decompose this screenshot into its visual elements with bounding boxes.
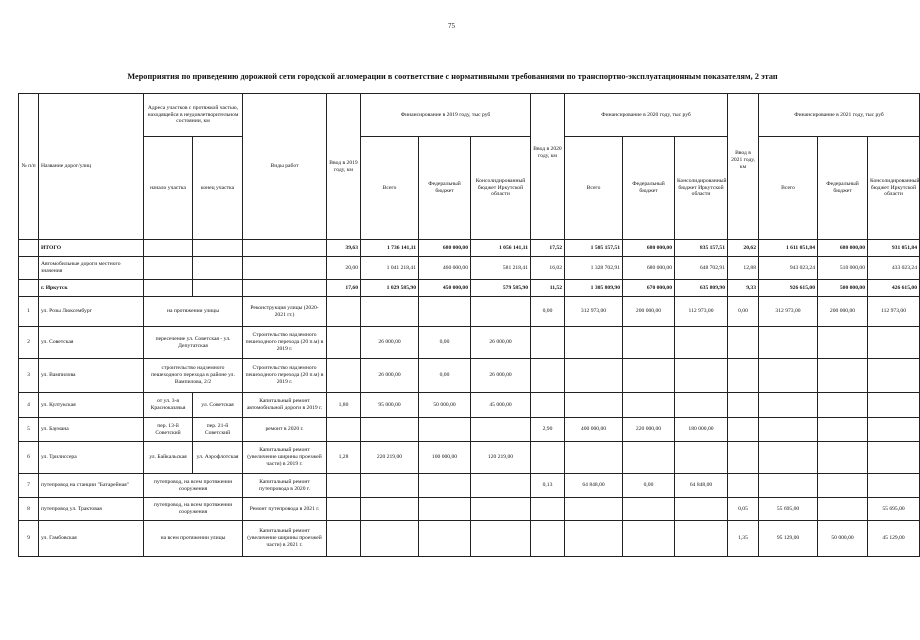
row-address: строительство надземного пешеходного перехода в районе ул. Вампилова, 2/2	[144, 359, 243, 393]
row-cell	[565, 521, 623, 557]
row-number: 1	[19, 297, 39, 327]
row-address: путепровод, на всем протяжении сооружения	[144, 498, 243, 521]
row-cell: 45 000,00	[471, 393, 531, 418]
city-cell: 1 305 809,90	[565, 280, 623, 297]
row-number: 7	[19, 474, 39, 498]
row-address: на протяжении улицы	[144, 297, 243, 327]
row-cell: 64 848,00	[565, 474, 623, 498]
header-intro-2020: Ввод в 2020 году, км	[531, 94, 565, 240]
row-cell	[531, 393, 565, 418]
city-cell: 670 000,00	[623, 280, 675, 297]
row-cell: 200 000,00	[623, 297, 675, 327]
row-cell	[623, 521, 675, 557]
row-cell	[759, 327, 818, 359]
header-2020-total: Всего	[565, 137, 623, 240]
row-cell	[361, 297, 419, 327]
total-cell: 835 157,51	[675, 240, 728, 257]
row-cell: 0,00	[531, 297, 565, 327]
row-cell	[327, 498, 361, 521]
row-cell	[818, 393, 868, 418]
header-2019-consol: Консолидированный бюджет Иркутской области	[471, 137, 531, 240]
header-row-2	[19, 137, 920, 240]
row-works: Ремонт путепровода в 2021 г.	[243, 498, 327, 521]
subtotal-row	[19, 257, 920, 280]
roads-table	[18, 93, 920, 557]
row-works: ремонт в 2020 г.	[243, 418, 327, 442]
row-road: ул. Култукская	[39, 393, 144, 418]
subtotal-cell: 460 000,00	[419, 257, 471, 280]
row-cell	[728, 393, 759, 418]
row-cell	[675, 498, 728, 521]
header-intro-2021: Ввод в 2021 году, км	[728, 94, 759, 240]
total-cell: 1 056 141,11	[471, 240, 531, 257]
row-cell	[419, 521, 471, 557]
row-cell: 0,00	[623, 474, 675, 498]
row-cell	[361, 498, 419, 521]
header-start: начало участка	[144, 137, 193, 240]
total-cell: 680 000,00	[623, 240, 675, 257]
row-cell: 2,90	[531, 418, 565, 442]
subtotal-cell: 20,00	[327, 257, 361, 280]
row-cell: 26 000,00	[471, 359, 531, 393]
row-cell: 55 695,00	[868, 498, 920, 521]
row-cell	[565, 327, 623, 359]
row-road: ул. Трилиссера	[39, 442, 144, 474]
row-cell	[675, 327, 728, 359]
row-address: на всем протяжении улицы	[144, 521, 243, 557]
row-cell	[728, 359, 759, 393]
row-cell	[759, 393, 818, 418]
row-cell: 1,80	[327, 393, 361, 418]
table-row	[19, 297, 920, 327]
row-number: 9	[19, 521, 39, 557]
row-cell	[818, 498, 868, 521]
row-cell: 26 000,00	[361, 327, 419, 359]
row-start: от ул. 3-я Красноказачья	[144, 393, 193, 418]
subtotal-cell: 1 328 702,91	[565, 257, 623, 280]
row-cell	[728, 474, 759, 498]
row-cell: 0,00	[728, 297, 759, 327]
table-row	[19, 474, 920, 498]
total-label: ИТОГО	[39, 240, 144, 257]
city-label: г. Иркутск	[39, 280, 144, 297]
row-cell: 0,05	[728, 498, 759, 521]
row-cell: 200 000,00	[818, 297, 868, 327]
table-row	[19, 498, 920, 521]
row-cell	[868, 359, 920, 393]
row-cell: 50 000,00	[419, 393, 471, 418]
row-cell: 180 000,00	[675, 418, 728, 442]
row-cell: 0,00	[419, 327, 471, 359]
city-cell: 926 615,00	[759, 280, 818, 297]
row-number: 2	[19, 327, 39, 359]
row-start: ул. Байкальская	[144, 442, 193, 474]
row-cell	[471, 521, 531, 557]
city-cell: 9,33	[728, 280, 759, 297]
row-cell	[471, 297, 531, 327]
total-cell: 1 611 051,84	[759, 240, 818, 257]
row-number: 3	[19, 359, 39, 393]
row-cell	[531, 521, 565, 557]
row-cell	[623, 442, 675, 474]
row-cell	[818, 442, 868, 474]
table-row	[19, 418, 920, 442]
row-cell	[419, 297, 471, 327]
row-cell	[327, 418, 361, 442]
subtotal-cell: 943 023,24	[759, 257, 818, 280]
row-cell	[419, 474, 471, 498]
header-2021-federal: Федеральный бюджет	[818, 137, 868, 240]
header-2020-consol: Консолидированный бюджет Иркутской области	[675, 137, 728, 240]
row-cell	[327, 474, 361, 498]
row-cell	[623, 327, 675, 359]
table-row	[19, 327, 920, 359]
row-cell: 112 973,00	[675, 297, 728, 327]
row-address: путепровод, на всем протяжении сооружения	[144, 474, 243, 498]
header-row-1	[19, 94, 920, 137]
row-cell: 95 129,00	[759, 521, 818, 557]
header-num: № п/п	[19, 94, 39, 240]
row-cell	[361, 474, 419, 498]
row-cell: 120 219,00	[471, 442, 531, 474]
total-cell: 17,52	[531, 240, 565, 257]
total-row	[19, 240, 920, 257]
row-cell: 55 695,00	[759, 498, 818, 521]
row-cell	[531, 498, 565, 521]
row-road: путепровод на станции "Батарейная"	[39, 474, 144, 498]
header-2021-consol: Консолидированный бюджет Иркутской области	[868, 137, 920, 240]
row-cell	[565, 393, 623, 418]
row-cell	[565, 359, 623, 393]
header-2020-federal: Федеральный бюджет	[623, 137, 675, 240]
row-end: пер. 21-й Советский	[193, 418, 243, 442]
row-cell	[728, 327, 759, 359]
header-fin-2021: Финансирование в 2021 году, тыс руб	[759, 94, 920, 137]
row-cell	[759, 442, 818, 474]
subtotal-cell: 433 023,24	[868, 257, 920, 280]
row-cell	[818, 474, 868, 498]
row-address: пересечение ул. Советская - ул. Депутатская	[144, 327, 243, 359]
row-cell	[675, 359, 728, 393]
row-works: Строительство надземного пешеходного перехода (20 п.м) в 2019 г.	[243, 359, 327, 393]
row-cell	[623, 393, 675, 418]
subtotal-cell: 680 000,00	[623, 257, 675, 280]
row-cell	[868, 393, 920, 418]
row-cell	[818, 327, 868, 359]
row-cell: 45 129,00	[868, 521, 920, 557]
row-cell	[675, 442, 728, 474]
row-cell	[675, 521, 728, 557]
row-cell	[419, 498, 471, 521]
header-2019-federal: Федеральный бюджет	[419, 137, 471, 240]
row-cell	[868, 474, 920, 498]
city-row	[19, 280, 920, 297]
row-cell	[531, 442, 565, 474]
subtotal-cell: 16,02	[531, 257, 565, 280]
total-cell: 931 051,84	[868, 240, 920, 257]
row-cell: 95 000,00	[361, 393, 419, 418]
row-cell: 64 848,00	[675, 474, 728, 498]
subtotal-cell: 12,88	[728, 257, 759, 280]
table-row	[19, 521, 920, 557]
row-cell: 0,00	[419, 359, 471, 393]
row-cell	[327, 297, 361, 327]
city-cell: 11,52	[531, 280, 565, 297]
city-cell: 579 585,90	[471, 280, 531, 297]
subtotal-cell: 581 218,41	[471, 257, 531, 280]
total-cell: 680 000,00	[419, 240, 471, 257]
header-address-group: Адреса участков с протяжкой частью, находящейся в неудовлетворительном состоянии, км	[144, 94, 243, 137]
row-cell	[623, 498, 675, 521]
row-works: Реконструкция улицы (2020-2021 гг.)	[243, 297, 327, 327]
row-end: ул. Советская	[193, 393, 243, 418]
row-cell	[361, 521, 419, 557]
row-cell	[728, 442, 759, 474]
row-works: Капитальный ремонт (увеличение ширины проезжей части) в 2021 г.	[243, 521, 327, 557]
row-cell	[759, 474, 818, 498]
row-cell	[471, 498, 531, 521]
row-cell	[728, 418, 759, 442]
row-works: Строительство надземного пешеходного перехода (20 п.м) в 2019 г.	[243, 327, 327, 359]
row-cell	[361, 418, 419, 442]
row-works: Капитальный ремонт путепровода в 2020 г.	[243, 474, 327, 498]
row-cell: 50 000,00	[818, 521, 868, 557]
row-cell	[868, 418, 920, 442]
row-cell	[327, 327, 361, 359]
row-cell: 1,28	[327, 442, 361, 474]
row-cell	[565, 498, 623, 521]
row-cell	[471, 418, 531, 442]
row-cell	[818, 418, 868, 442]
row-cell: 400 000,00	[565, 418, 623, 442]
row-number: 4	[19, 393, 39, 418]
row-start: пер. 13-й Советский	[144, 418, 193, 442]
row-road: ул. Советская	[39, 327, 144, 359]
row-cell: 0,13	[531, 474, 565, 498]
header-2021-total: Всего	[759, 137, 818, 240]
row-cell	[868, 442, 920, 474]
city-cell: 1 029 585,90	[361, 280, 419, 297]
row-cell: 220 219,00	[361, 442, 419, 474]
row-works: Капитальный ремонт (увеличение ширины проезжей части) в 2019 г.	[243, 442, 327, 474]
row-cell: 26 000,00	[361, 359, 419, 393]
row-cell: 1,35	[728, 521, 759, 557]
subtotal-cell: 1 041 218,41	[361, 257, 419, 280]
row-cell	[471, 474, 531, 498]
row-road: ул. Баумана	[39, 418, 144, 442]
city-cell: 17,60	[327, 280, 361, 297]
row-cell	[868, 327, 920, 359]
row-cell	[818, 359, 868, 393]
row-road: ул. Вампилова	[39, 359, 144, 393]
row-number: 5	[19, 418, 39, 442]
header-fin-2019: Финансирование в 2019 году, тыс руб	[361, 94, 531, 137]
total-cell: 39,63	[327, 240, 361, 257]
header-2019-total: Всего	[361, 137, 419, 240]
row-number: 6	[19, 442, 39, 474]
row-cell	[531, 359, 565, 393]
row-cell: 112 973,00	[868, 297, 920, 327]
row-cell: 220 000,00	[623, 418, 675, 442]
row-cell	[623, 359, 675, 393]
subtotal-cell: 648 702,91	[675, 257, 728, 280]
row-cell	[759, 359, 818, 393]
table-row	[19, 359, 920, 393]
total-cell: 20,62	[728, 240, 759, 257]
row-works: Капитальный ремонт автомобильной дороги в 2019 г.	[243, 393, 327, 418]
city-cell: 500 000,00	[818, 280, 868, 297]
row-cell	[565, 442, 623, 474]
subtotal-cell: 510 000,00	[818, 257, 868, 280]
header-end: конец участка	[193, 137, 243, 240]
row-road: ул. Гамбовская	[39, 521, 144, 557]
page-title: Мероприятия по приведению дорожной сети городской агломерации в соответствие с нормативными требованиями по транспортно-эксплуатационным показателям, 2 этап	[127, 72, 778, 81]
row-cell	[531, 327, 565, 359]
total-cell: 1 736 141,11	[361, 240, 419, 257]
row-road: ул. Розы Люксембург	[39, 297, 144, 327]
row-cell: 312 973,00	[565, 297, 623, 327]
table-row	[19, 442, 920, 474]
row-cell	[675, 393, 728, 418]
row-number: 8	[19, 498, 39, 521]
row-cell	[419, 418, 471, 442]
row-cell	[327, 521, 361, 557]
row-cell	[759, 418, 818, 442]
city-cell: 450 000,00	[419, 280, 471, 297]
row-cell: 100 000,00	[419, 442, 471, 474]
city-cell: 426 615,00	[868, 280, 920, 297]
total-cell: 1 505 157,51	[565, 240, 623, 257]
row-cell	[327, 359, 361, 393]
header-fin-2020: Финансирование в 2020 году, тыс руб	[565, 94, 728, 137]
table-row	[19, 393, 920, 418]
total-cell: 680 000,00	[818, 240, 868, 257]
row-cell: 312 973,00	[759, 297, 818, 327]
row-road: путепровод ул. Трактовая	[39, 498, 144, 521]
city-cell: 635 809,90	[675, 280, 728, 297]
subtotal-label: Автомобильные дороги местного значения	[39, 257, 144, 280]
header-works: Виды работ	[243, 94, 327, 240]
header-intro-2019: Ввод в 2019 году, км	[327, 94, 361, 240]
row-end: ул. Аэрофлотская	[193, 442, 243, 474]
row-cell: 26 000,00	[471, 327, 531, 359]
page-number: 75	[448, 22, 455, 30]
header-road: Название дорог/улиц	[39, 94, 144, 240]
